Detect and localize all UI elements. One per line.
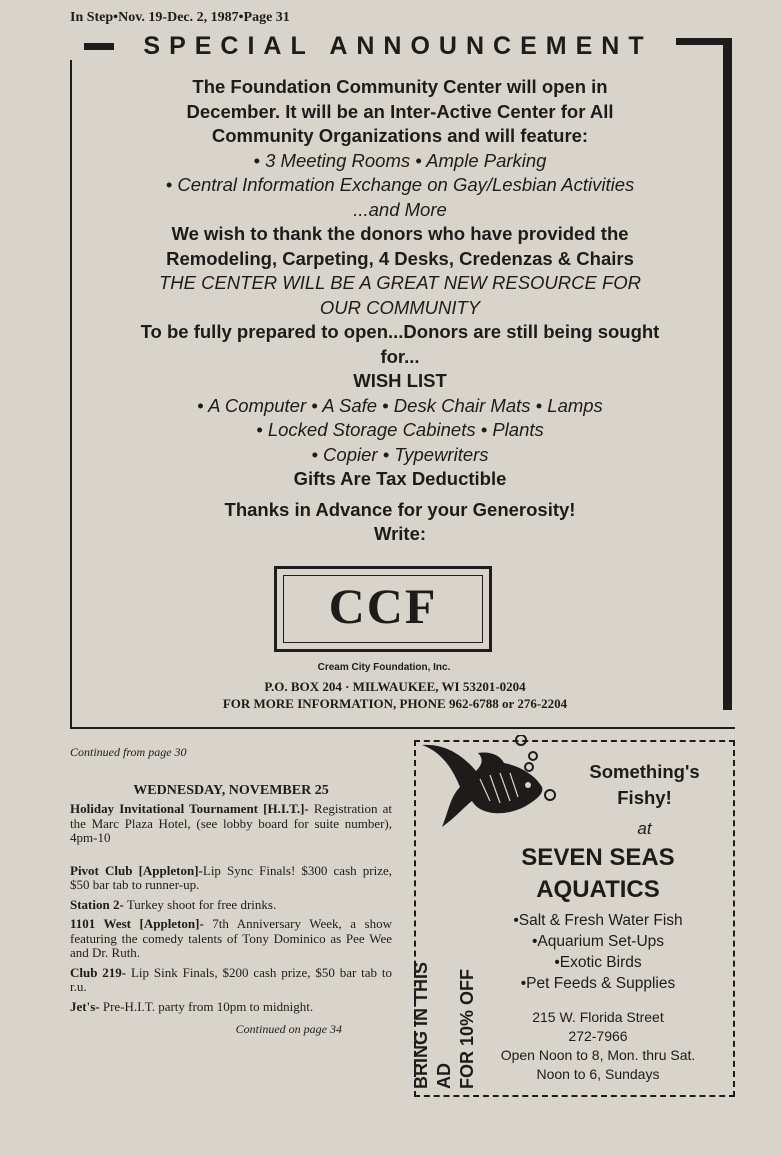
ad-headline-line: Fishy! [617,787,672,808]
store-hours: Open Noon to 8, Mon. thru Sat. [500,1047,696,1063]
wish-list-heading: WISH LIST [353,370,447,391]
announcement-body [80,75,720,547]
announcement-line: December. It will be an Inter-Active Center for All [186,100,614,122]
listing-name: Club 219- [70,964,127,980]
address-line: P.O. BOX 204 · MILWAUKEE, WI 53201-0204 [264,679,526,694]
announcement-line: The Foundation Community Center will open in [192,76,608,97]
listing-entry [70,966,392,995]
announcement-line: Community Organizations and will feature: [211,125,589,146]
bubble-icon [525,763,533,771]
announcement-border-top-left [84,43,114,50]
listing-entry [70,898,392,913]
listing-text: Lip Sink Finals, $200 cash prize, $50 bar tab to r.u. [70,964,392,994]
announcement-line: Gifts Are Tax Deductible [293,468,507,489]
announcement-title: SPECIAL ANNOUNCEMENT [143,32,653,60]
listing-entry [70,917,392,961]
announcement-border-bottom [70,727,735,729]
store-address [468,1008,728,1084]
announcement-border-top-right [676,38,730,45]
announcement-line: OUR COMMUNITY [319,296,481,318]
announcement-line: • Copier • Typewriters [311,443,489,465]
announcement-line: • A Computer • A Safe • Desk Chair Mats • Lamps [197,394,603,416]
listing-text: Pre-H.I.T. party from 10pm to midnight. [99,998,314,1014]
store-name-line: AQUATICS [536,876,660,903]
page-header: In Step•Nov. 19-Dec. 2, 1987•Page 31 [70,10,290,25]
event-listings [70,745,392,1037]
announcement-line: for... [380,345,420,367]
announcement-line: We wish to thank the donors who have provided the [171,223,629,244]
listing-text: Lip Sync Finals! $300 cash prize, $50 bar tab to runner-up. [70,862,392,892]
store-phone: 272-7966 [568,1028,628,1044]
foundation-name: Cream City Foundation, Inc. [317,662,451,673]
discount-line: BRING IN THIS AD [411,961,454,1089]
ad-headline [552,759,737,811]
listing-name: Station 2- [70,896,124,912]
store-offerings [468,910,728,994]
announcement-line: To be fully prepared to open...Donors are still being sought [140,321,660,342]
offering-item: •Salt & Fresh Water Fish [513,912,683,929]
listing-entry [70,802,392,846]
listing-entry [70,864,392,893]
ad-headline-line: Something's [589,761,700,782]
continued-on: Continued on page 34 [235,1022,342,1036]
announcement-line: Remodeling, Carpeting, 4 Desks, Credenzas & Chairs [166,247,634,269]
listing-name: Holiday Invitational Tournament [H.I.T.]- [70,801,309,816]
offering-item: •Pet Feeds & Supplies [520,975,676,992]
announcement-line: • 3 Meeting Rooms • Ample Parking [253,149,547,171]
address-line: FOR MORE INFORMATION, PHONE 962-6788 or 276-2204 [222,696,568,711]
listing-name: Jet's- [70,998,100,1014]
day-heading: WEDNESDAY, NOVEMBER 25 [133,782,329,798]
discount-line: FOR 10% OFF [457,968,477,1089]
goldfish-icon [420,735,570,830]
announcement-line: Thanks in Advance for your Generosity! [224,498,576,520]
ccf-logo [274,566,492,652]
listing-text: Turkey shoot for free drinks. [123,896,277,912]
announcement-line: Write: [373,523,427,544]
ad-at: at [637,819,652,838]
ccf-logo-text: CCF [328,578,438,634]
listing-name: 1101 West [Appleton]- [70,916,204,931]
listing-name: Pivot Club [Appleton]- [70,862,203,878]
continued-from: Continued from page 30 [70,745,187,759]
bubble-icon [529,752,537,760]
store-address-line: 215 W. Florida Street [532,1009,664,1025]
listing-entry [70,1000,392,1015]
listing-text: Registration at the Marc Plaza Hotel, (see lobby board for suite number), 4pm-10 [70,801,392,845]
listing-text: 7th Anniversary Week, a show featuring the comedy talents of Tony Dominico as Pee Wee and Dr. Ruth. [70,916,393,960]
announcement-line: ...and More [353,198,447,220]
store-name-line: SEVEN SEAS [521,844,675,871]
announcement-border-right [723,38,732,710]
announcement-line: • Locked Storage Cabinets • Plants [256,419,544,440]
announcement-line: • Central Information Exchange on Gay/Lesbian Activities [165,174,635,195]
announcement-border-left [70,60,72,728]
bubble-icon [516,735,526,745]
store-name [468,842,728,906]
offering-item: •Exotic Birds [554,954,642,971]
store-hours: Noon to 6, Sundays [536,1066,660,1082]
offering-item: •Aquarium Set-Ups [531,933,665,950]
announcement-line: THE CENTER WILL BE A GREAT NEW RESOURCE FOR [158,272,642,293]
announcement-address [120,678,670,712]
